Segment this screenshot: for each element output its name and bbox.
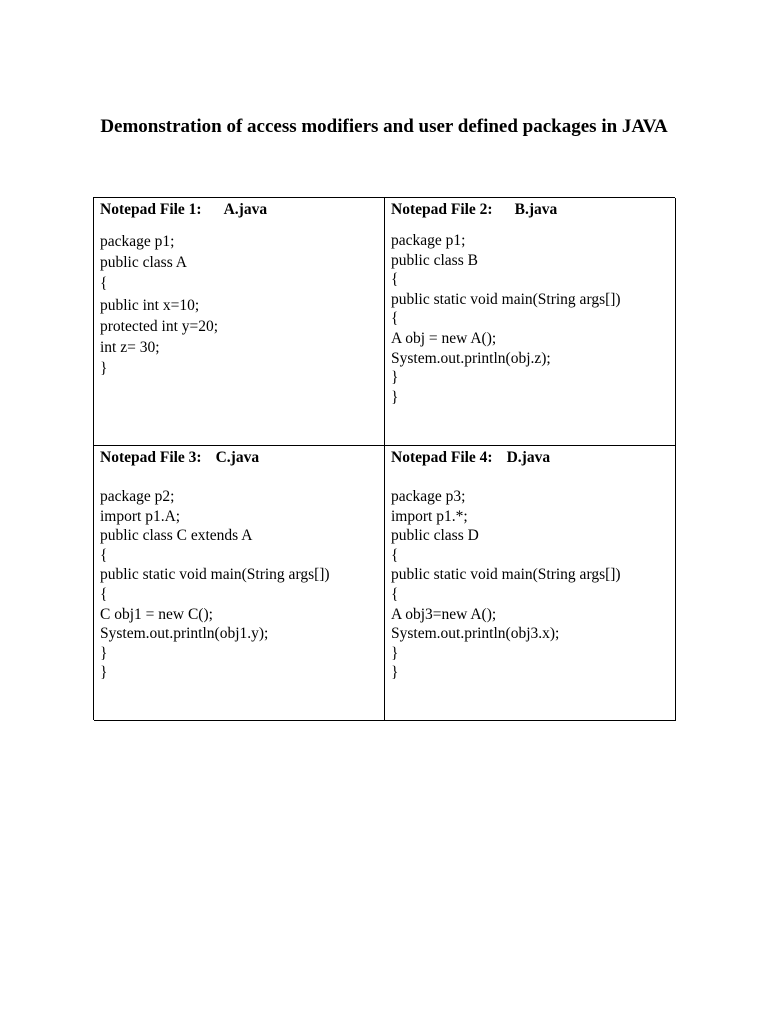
code-line: int z= 30;	[100, 339, 160, 357]
code-line: System.out.println(obj1.y);	[100, 625, 269, 643]
code-line: }	[391, 664, 399, 682]
file-label: Notepad File 2:	[391, 201, 493, 218]
code-line: C obj1 = new C();	[100, 605, 213, 623]
code-line: {	[391, 585, 399, 603]
code-line: }	[100, 360, 108, 378]
code-line: {	[100, 546, 108, 564]
file-label: Notepad File 4:	[391, 449, 493, 466]
code-line: }	[391, 644, 399, 662]
code-line: {	[391, 546, 399, 564]
code-block	[391, 487, 669, 683]
file-header	[100, 448, 378, 468]
code-block	[391, 231, 669, 407]
code-line: public int x=10;	[100, 296, 200, 314]
file-name: D.java	[506, 449, 551, 466]
code-line: public class A	[100, 254, 187, 272]
file-header	[391, 200, 669, 220]
file-name: B.java	[514, 201, 558, 218]
code-line: A obj = new A();	[391, 329, 497, 347]
code-line: package p2;	[100, 488, 175, 505]
file-name: C.java	[215, 449, 260, 466]
file-label: Notepad File 3:	[100, 449, 202, 466]
file-header	[391, 448, 669, 468]
code-line: }	[391, 369, 399, 387]
code-line: }	[100, 644, 108, 662]
code-line: public static void main(String args[])	[391, 566, 621, 584]
code-line: protected int y=20;	[100, 317, 219, 335]
file-cell-a	[94, 198, 385, 446]
code-line: import p1.*;	[391, 507, 468, 525]
file-cell-d	[385, 446, 676, 721]
code-line: {	[391, 271, 399, 289]
code-line: }	[100, 664, 108, 682]
code-line: }	[391, 388, 399, 406]
code-line: public class B	[391, 251, 478, 269]
code-line: public class D	[391, 527, 479, 545]
code-line: {	[100, 585, 108, 603]
code-files-table	[93, 197, 675, 720]
code-line: {	[100, 275, 108, 293]
code-line: A obj3=new A();	[391, 605, 497, 623]
code-line: public static void main(String args[])	[391, 290, 621, 308]
code-block	[100, 487, 378, 683]
code-line: System.out.println(obj.z);	[391, 349, 551, 367]
file-cell-b	[385, 198, 676, 446]
code-line: package p3;	[391, 488, 466, 505]
code-line: {	[391, 310, 399, 328]
file-cell-c	[94, 446, 385, 721]
code-block	[100, 231, 378, 379]
file-name: A.java	[223, 201, 268, 218]
code-line: package p1;	[100, 233, 175, 250]
code-line: public class C extends A	[100, 527, 253, 545]
file-label: Notepad File 1:	[100, 201, 202, 218]
page-title: Demonstration of access modifiers and user defined packages in JAVA	[100, 116, 668, 137]
code-line: public static void main(String args[])	[100, 566, 330, 584]
code-line: System.out.println(obj3.x);	[391, 625, 560, 643]
code-line: import p1.A;	[100, 507, 181, 525]
code-line: package p1;	[391, 232, 466, 249]
file-header	[100, 200, 378, 220]
